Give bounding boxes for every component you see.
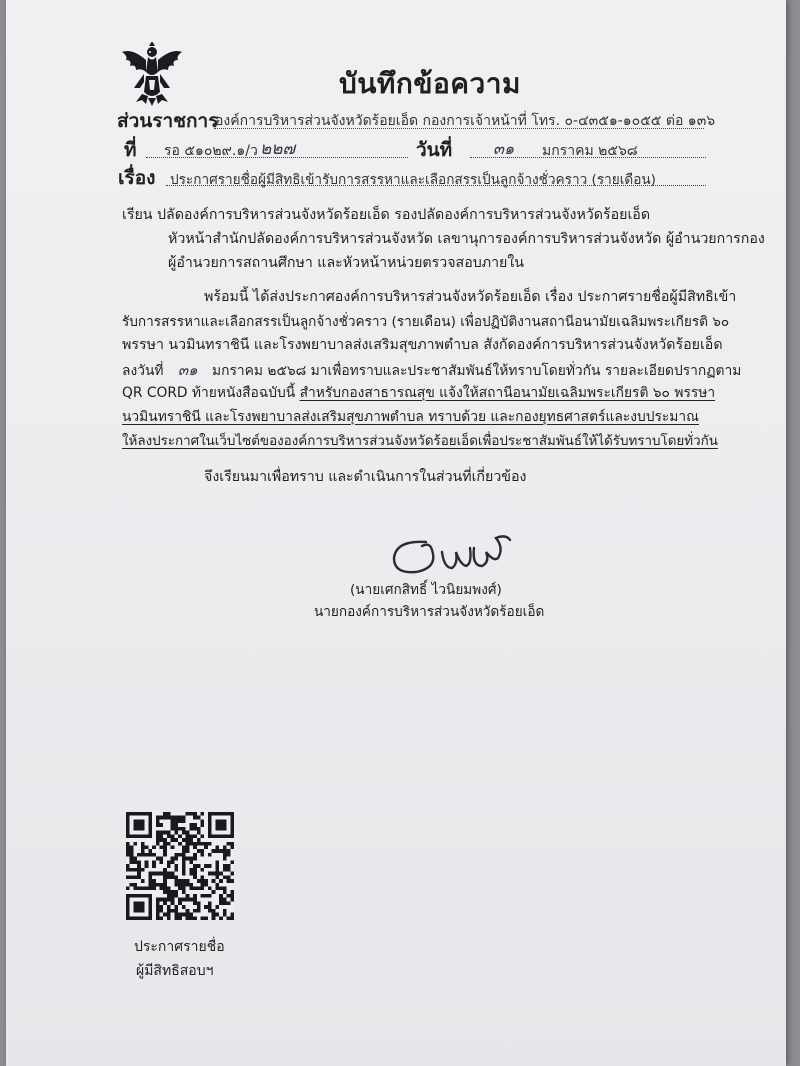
salutation-line-2: หัวหน้าสำนักปลัดองค์การบริหารส่วนจังหวัด เลขานุการองค์การบริหารส่วนจังหวัด ผู้อำนวยการกอง	[168, 231, 765, 247]
ref-number-handwritten: ๒๒๗	[260, 139, 296, 159]
garuda-emblem-icon	[118, 42, 186, 106]
body-line-4	[122, 358, 741, 382]
qr-code-icon	[126, 812, 234, 920]
ref-value: รอ ๕๑๐๒๙.๑/ว	[164, 143, 258, 159]
memo-page	[6, 0, 786, 1066]
agency-value: องค์การบริหารส่วนจังหวัดร้อยเอ็ด กองการเจ้าหน้าที่ โทร. ๐-๔๓๕๑-๑๐๕๕ ต่อ ๑๓๖	[215, 113, 716, 129]
closing-line: จึงเรียนมาเพื่อทราบ และดำเนินการในส่วนที่เกี่ยวข้อง	[204, 469, 527, 485]
agency-label: ส่วนราชการ	[117, 110, 219, 132]
body-line-4-end: มกราคม ๒๕๖๘ มาเพื่อทราบและประชาสัมพันธ์ให้ทราบโดยทั่วกัน รายละเอียดปรากฏตาม	[212, 363, 742, 379]
body-line-5	[122, 382, 715, 404]
body-line-4-start: ลงวันที่	[122, 363, 164, 379]
body-line-1: พร้อมนี้ ได้ส่งประกาศองค์การบริหารส่วนจังหวัดร้อยเอ็ด เรื่อง ประกาศรายชื่อผู้มีสิทธิเข้า	[204, 289, 737, 305]
handwritten-signature	[386, 528, 516, 582]
body-line-5-start: QR CORD ท้ายหนังสือฉบับนี้	[122, 385, 296, 401]
qr-caption-line-2: ผู้มีสิทธิสอบฯ	[136, 963, 214, 979]
body-line-3: พรรษา นวมินทราชินี และโรงพยาบาลส่งเสริมสุขภาพตำบล สังกัดองค์การบริหารส่วนจังหวัดร้อยเอ็ด	[122, 337, 723, 353]
qr-caption-line-1: ประกาศรายชื่อ	[134, 939, 225, 955]
signatory-position: นายกองค์การบริหารส่วนจังหวัดร้อยเอ็ด	[314, 604, 545, 620]
salutation-line-3: ผู้อำนวยการสถานศึกษา และหัวหน้าหน่วยตรวจสอบภายใน	[168, 255, 524, 271]
body-line-7-underlined: ให้ลงประกาศในเว็บไซต์ขององค์การบริหารส่วนจังหวัดร้อยเอ็ดเพื่อประชาสัมพันธ์ให้ได้รับทราบโดยทั่วกัน	[122, 434, 718, 449]
memo-title: บันทึกข้อความ	[339, 67, 521, 100]
subject-label: เรื่อง	[118, 167, 156, 189]
date-value: มกราคม ๒๕๖๘	[542, 143, 638, 159]
date-label: วันที่	[416, 139, 453, 161]
body-line-4-day-handwritten: ๓๑	[177, 361, 198, 379]
signatory-name: (นายเศกสิทธิ์ ไวนิยมพงศ์)	[350, 582, 502, 598]
body-line-2: รับการสรรหาและเลือกสรรเป็นลูกจ้างชั่วคราว (รายเดือน) เพื่อปฏิบัติงานสถานีอนามัยเฉลิมพระเกียรติ ๖๐	[122, 314, 730, 330]
ref-label: ที่	[124, 139, 137, 161]
subject-value: ประกาศรายชื่อผู้มีสิทธิเข้ารับการสรรหาและเลือกสรรเป็นลูกจ้างชั่วคราว (รายเดือน)	[170, 172, 656, 188]
salutation-line-1: เรียน ปลัดองค์การบริหารส่วนจังหวัดร้อยเอ็ด รองปลัดองค์การบริหารส่วนจังหวัดร้อยเอ็ด	[122, 207, 651, 223]
date-day-handwritten: ๓๑	[493, 139, 515, 158]
body-line-5-underlined: สำหรับกองสาธารณสุข แจ้งให้สถานีอนามัยเฉลิมพระเกียรติ ๖๐ พรรษา	[299, 385, 716, 401]
body-line-6-underlined: นวมินทราชินี และโรงพยาบาลส่งเสริมสุขภาพตำบล ทราบด้วย และกองยุทธศาสตร์และงบประมาณ	[122, 409, 699, 425]
